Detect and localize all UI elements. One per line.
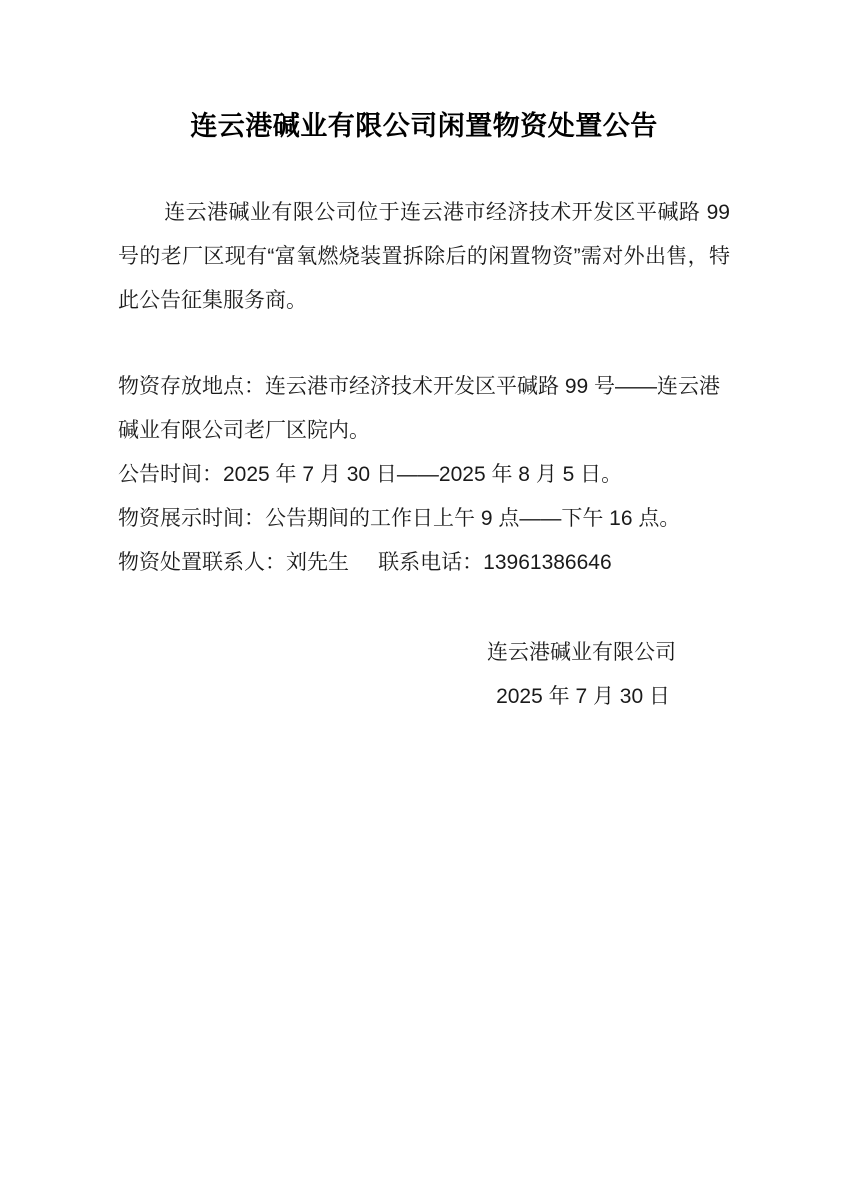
info-line-announcement-period: 公告时间：2025 年 7 月 30 日——2025 年 8 月 5 日。 [118, 463, 623, 486]
info-line-display-time: 物资展示时间：公告期间的工作日上午 9 点——下午 16 点。 [118, 507, 681, 530]
paragraph-intro: 连云港碱业有限公司位于连云港市经济技术开发区平碱路 99 号的老厂区现有“富氧燃烧装置拆除后的闲置物资”需对外出售，特此公告征集服务商。 [118, 201, 730, 312]
signature-company: 连云港碱业有限公司 [487, 641, 676, 664]
signature-block [118, 631, 730, 719]
info-line-contact: 物资处置联系人：刘先生 联系电话：13961386646 [118, 551, 612, 574]
section-spacer [118, 323, 730, 365]
document-body [118, 191, 730, 585]
signature-date: 2025 年 7 月 30 日 [496, 685, 670, 708]
info-line-storage-location: 物资存放地点：连云港市经济技术开发区平碱路 99 号——连云港碱业有限公司老厂区院内。 [118, 375, 721, 442]
page-title: 连云港碱业有限公司闲置物资处置公告 [190, 111, 658, 141]
